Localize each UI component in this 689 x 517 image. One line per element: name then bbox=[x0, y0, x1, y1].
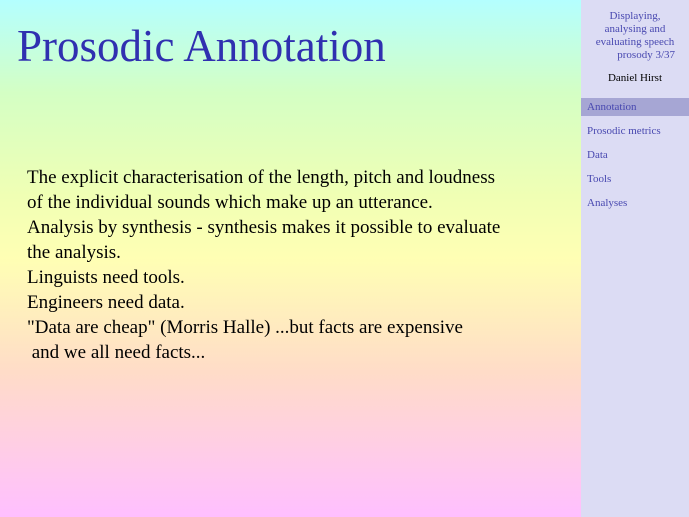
nav-item-data[interactable]: Data bbox=[587, 149, 608, 161]
presentation-title-line: evaluating speech bbox=[595, 36, 675, 48]
nav-item-prosodic-metrics[interactable]: Prosodic metrics bbox=[587, 125, 661, 137]
slide-title: Prosodic Annotation bbox=[17, 21, 386, 71]
body-line: The explicit characterisation of the length, pitch and loudness bbox=[27, 167, 495, 188]
nav-item-tools[interactable]: Tools bbox=[587, 173, 612, 185]
presentation-title-line: analysing and bbox=[604, 23, 666, 35]
body-line: and we all need facts... bbox=[27, 342, 206, 363]
author-name: Daniel Hirst bbox=[607, 72, 663, 84]
body-line: "Data are cheap" (Morris Halle) ...but facts are expensive bbox=[27, 317, 463, 338]
body-line: the analysis. bbox=[27, 242, 121, 263]
body-line: Analysis by synthesis - synthesis makes it possible to evaluate bbox=[27, 217, 501, 238]
page-number: 3/37 bbox=[655, 49, 675, 61]
body-line: Linguists need tools. bbox=[27, 267, 185, 288]
presentation-title-line bbox=[581, 49, 689, 62]
presentation-title-line: Displaying, bbox=[609, 10, 661, 22]
slide-body bbox=[27, 165, 572, 365]
body-line: of the individual sounds which make up an utterance. bbox=[27, 192, 433, 213]
section-nav bbox=[581, 98, 689, 218]
presentation-title[interactable] bbox=[581, 10, 689, 62]
nav-item-analyses[interactable]: Analyses bbox=[587, 197, 628, 209]
body-line: Engineers need data. bbox=[27, 292, 185, 313]
presentation-title-last: prosody bbox=[617, 49, 653, 61]
sidebar bbox=[581, 0, 689, 517]
nav-item-annotation[interactable]: Annotation bbox=[581, 98, 689, 116]
